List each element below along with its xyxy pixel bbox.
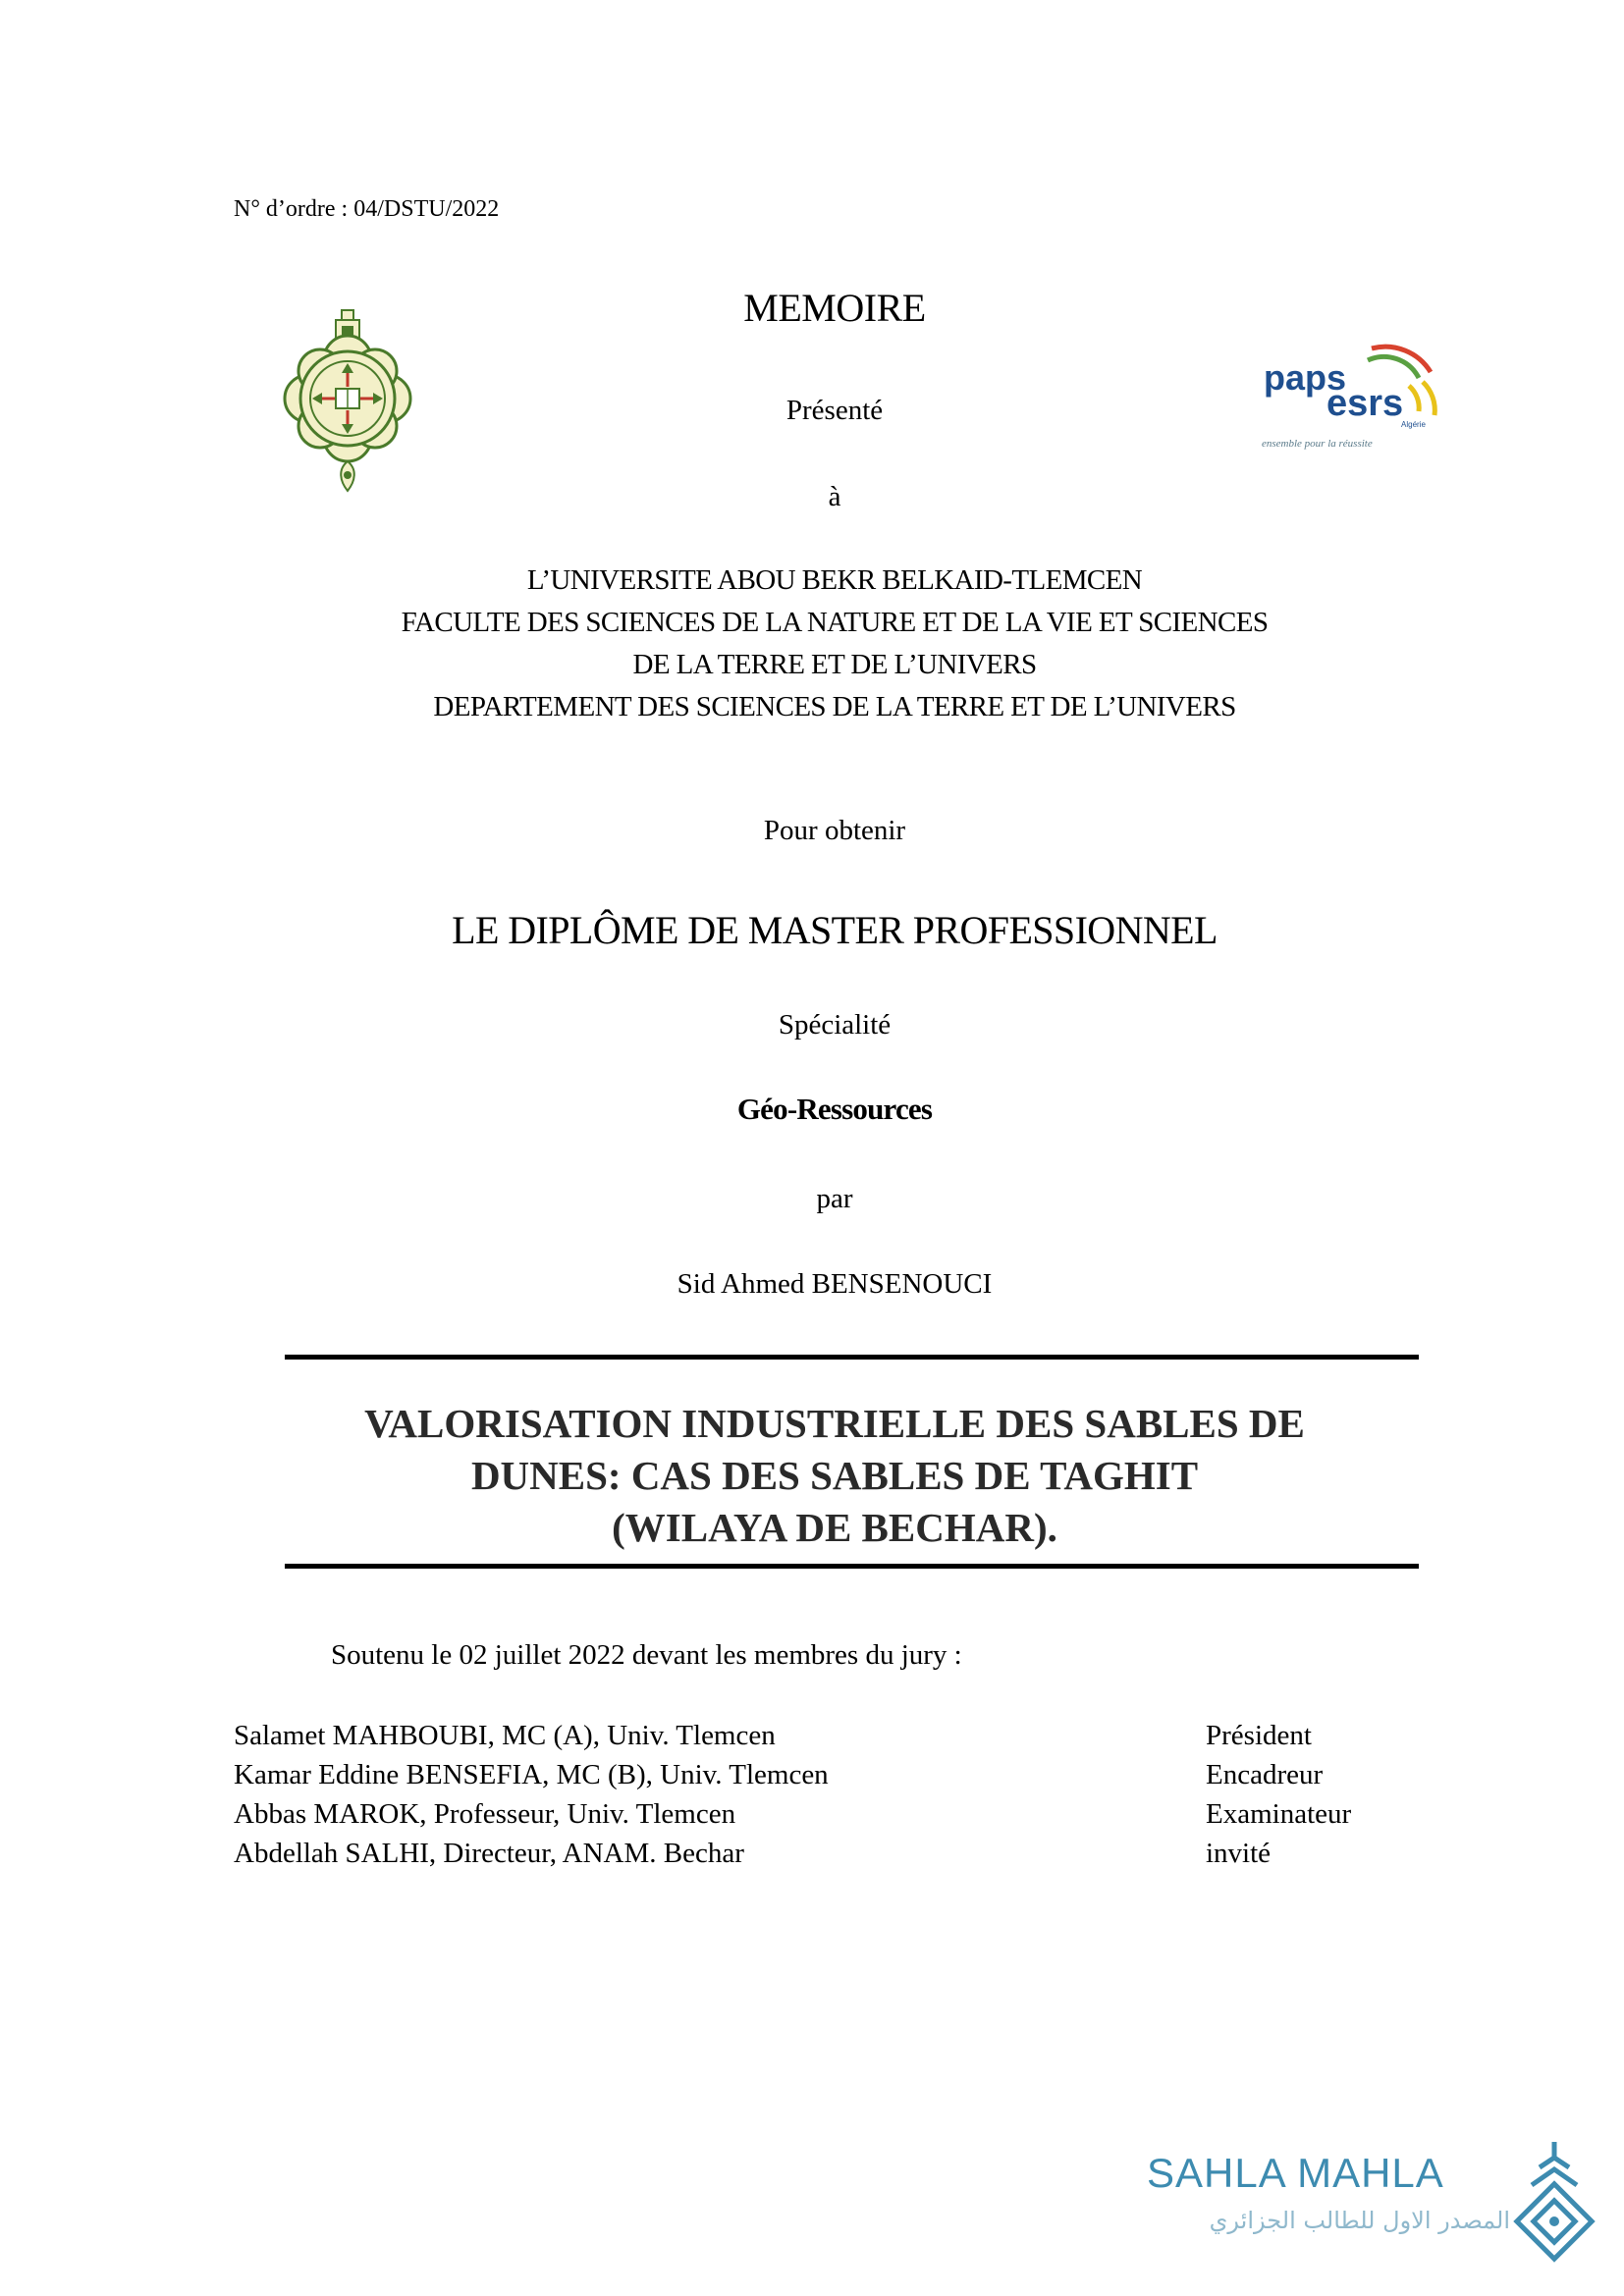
jury-row <box>234 1794 1392 1834</box>
order-number: N° d’ordre : 04/DSTU/2022 <box>234 196 500 222</box>
jury-row <box>234 1755 1392 1794</box>
jury-member-role: Président <box>1206 1720 1312 1751</box>
partner-logo-tagline: ensemble pour la réussite <box>1262 438 1373 450</box>
thesis-title <box>0 1398 1624 1554</box>
partner-logo-text-2: esrs <box>1326 383 1404 424</box>
to-label: à <box>828 481 841 512</box>
to-obtain-label: Pour obtenir <box>763 815 906 846</box>
jury-member-role: Encadreur <box>1206 1759 1324 1790</box>
specialty-label: Spécialité <box>778 1009 892 1041</box>
jury-member-role: invité <box>1206 1838 1272 1869</box>
thesis-title-line: (WILAYA DE BECHAR). <box>612 1505 1057 1550</box>
jury-member-name: Abdellah SALHI, Directeur, ANAM. Bechar <box>234 1838 744 1869</box>
watermark-subtitle: المصدر الاول للطالب الجزائري <box>1209 2207 1510 2234</box>
institution-line: FACULTE DES SCIENCES DE LA NATURE ET DE LA VIE ET SCIENCES <box>401 607 1269 638</box>
specialty-name: Géo-Ressources <box>736 1092 933 1126</box>
watermark-emblem-icon <box>1510 2138 1598 2275</box>
institution-line: DE LA TERRE ET DE L’UNIVERS <box>632 649 1037 680</box>
presented-label: Présenté <box>785 395 884 426</box>
jury-row <box>234 1716 1392 1755</box>
watermark-title: SAHLA MAHLA <box>1147 2150 1444 2196</box>
partner-logo-text-1: paps <box>1264 357 1347 398</box>
partner-logo-country: Algérie <box>1401 420 1426 429</box>
jury-member-role: Examinateur <box>1206 1798 1352 1830</box>
by-label: par <box>816 1183 853 1214</box>
jury-list <box>234 1716 1392 1873</box>
title-rule-top <box>285 1355 1419 1360</box>
degree-title: LE DIPLÔME DE MASTER PROFESSIONNEL <box>452 908 1218 952</box>
document-type: MEMOIRE <box>743 286 926 330</box>
jury-member-name: Kamar Eddine BENSEFIA, MC (B), Univ. Tlemcen <box>234 1759 829 1790</box>
sahla-mahla-watermark <box>1137 2138 1598 2275</box>
jury-row <box>234 1834 1392 1873</box>
jury-member-name: Salamet MAHBOUBI, MC (A), Univ. Tlemcen <box>234 1720 776 1751</box>
defense-intro: Soutenu le 02 juillet 2022 devant les membres du jury : <box>331 1639 962 1671</box>
title-rule-bottom <box>285 1564 1419 1569</box>
institution-line: L’UNIVERSITE ABOU BEKR BELKAID-TLEMCEN <box>526 564 1143 596</box>
jury-member-name: Abbas MAROK, Professeur, Univ. Tlemcen <box>234 1798 736 1830</box>
institution-line: DEPARTEMENT DES SCIENCES DE LA TERRE ET DE L’UNIVERS <box>433 691 1236 722</box>
institution-block <box>0 560 1624 728</box>
thesis-title-line: VALORISATION INDUSTRIELLE DES SABLES DE <box>364 1401 1305 1446</box>
author-name: Sid Ahmed BENSENOUCI <box>677 1268 993 1300</box>
thesis-title-line: DUNES: CAS DES SABLES DE TAGHIT <box>470 1453 1199 1498</box>
